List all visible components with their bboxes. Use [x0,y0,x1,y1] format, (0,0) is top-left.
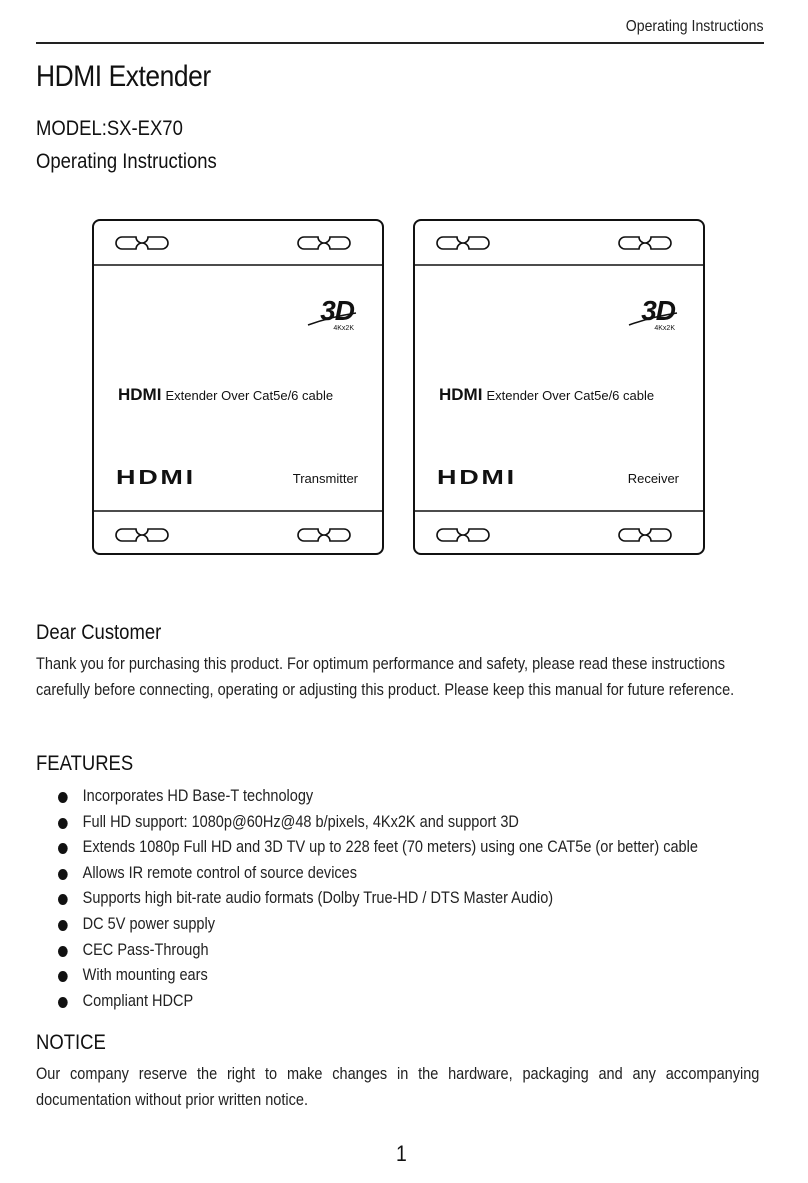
feature-text: Incorporates HD Base-T technology [82,787,314,805]
device-label-text: Extender Over Cat5e/6 cable [486,388,655,403]
device-label [118,385,333,405]
feature-text: Supports high bit-rate audio formats (Dolby True-HD / DTS Master Audio) [82,889,554,908]
bullet-icon [58,869,68,880]
dear-customer-heading: Dear Customer [36,621,162,644]
resolution-badge: 4Kx2K [333,325,354,332]
hdmi-logo: HDMI [437,467,517,489]
page-number: 1 [396,1141,407,1166]
features-list [58,784,753,1014]
3d-badge: 3D [320,295,354,326]
device-role: Transmitter [292,471,358,486]
receiver-illustration [413,219,705,555]
device-role: Receiver [627,471,679,486]
feature-text: Compliant HDCP [82,991,194,1010]
model-number: MODEL:SX-EX70 [36,117,183,140]
list-item [58,810,753,836]
list-item [58,835,753,861]
feature-text: CEC Pass-Through [82,940,209,959]
bullet-icon [58,894,68,905]
resolution-badge: 4Kx2K [654,325,675,332]
subtitle: Operating Instructions [36,150,217,173]
list-item [58,861,753,887]
hdmi-logo: HDMI [116,467,196,489]
feature-text: Extends 1080p Full HD and 3D TV up to 228 feet (70 meters) using one CAT5e (or better) cable [82,838,698,857]
header-text: Operating Instructions [626,18,764,35]
transmitter-illustration [92,219,384,555]
bullet-icon [58,920,68,931]
device-label [439,385,654,405]
bullet-icon [58,792,68,803]
bullet-icon [58,971,68,982]
list-item [58,886,753,912]
list-item [58,784,753,810]
feature-text: Allows IR remote control of source devices [82,863,358,882]
notice-heading: NOTICE [36,1031,106,1054]
bullet-icon [58,843,68,854]
bullet-icon [58,946,68,957]
dear-customer-text: Thank you for purchasing this product. For optimum performance and safety, please read these instructions carefully before connecting, operating or adjusting this product. Please keep this manual for future reference. [36,655,735,699]
page-header [36,18,764,44]
bullet-icon [58,818,68,829]
list-item [58,989,753,1015]
features-heading: FEATURES [36,752,134,775]
notice-text: Our company reserve the right to make changes in the hardware, packaging and any accompanying documentation without prior written notice. [36,1065,760,1109]
device-label-text: Extender Over Cat5e/6 cable [165,388,334,403]
feature-text: With mounting ears [82,966,208,985]
feature-text: DC 5V power supply [82,914,215,933]
bullet-icon [58,997,68,1008]
feature-text: Full HD support: 1080p@60Hz@48 b/pixels, 4Kx2K and support 3D [82,812,519,831]
list-item [58,938,753,964]
3d-badge: 3D [641,295,675,326]
page-title: HDMI Extender [36,60,211,93]
list-item [58,912,753,938]
device-label-hdmi: HDMI [118,385,162,404]
list-item [58,963,753,989]
device-label-hdmi: HDMI [439,385,483,404]
